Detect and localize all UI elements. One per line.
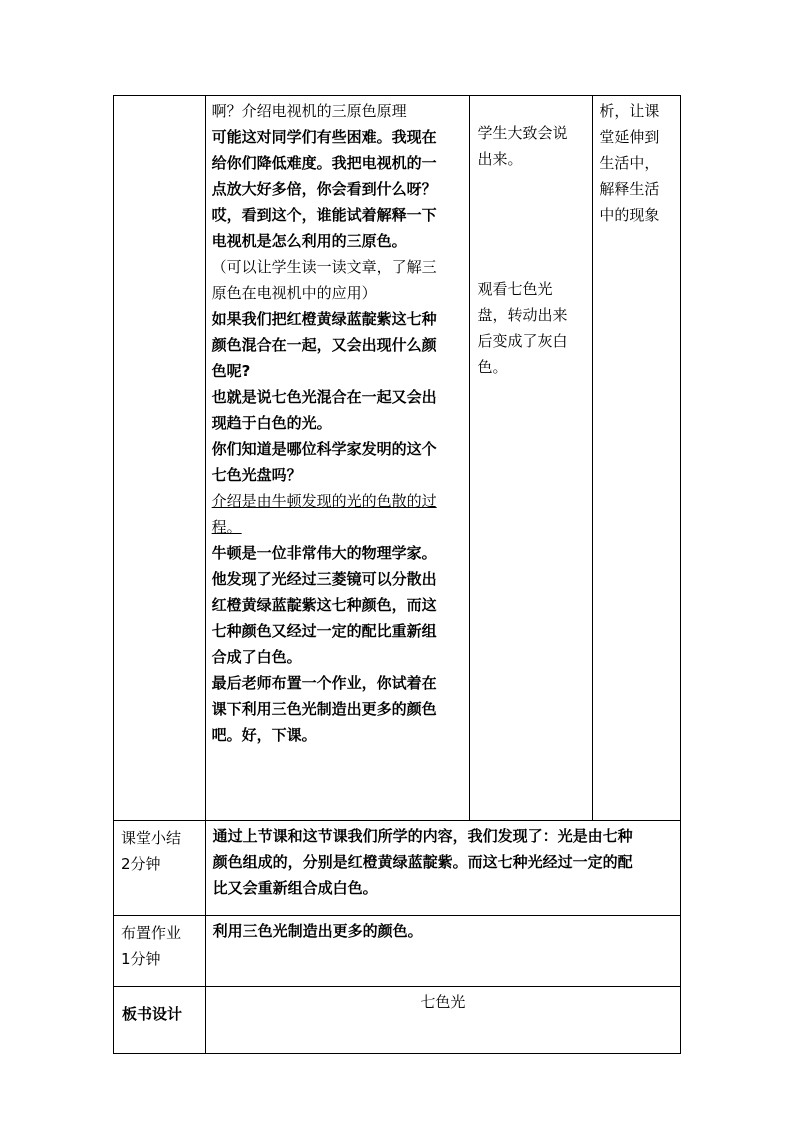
homework-label: 布置作业 xyxy=(121,924,182,942)
summary-duration: 2分钟 xyxy=(121,855,161,873)
teacher-line: 啊？介绍电视机的三原色原理 xyxy=(211,102,407,120)
teacher-line: 最后老师布置一个作业，你试着在 xyxy=(211,674,437,692)
teacher-line: 色呢? xyxy=(211,362,251,380)
lesson-plan-table xyxy=(113,95,681,1054)
intent-line: 中的现象 xyxy=(599,206,660,224)
student-line: 观看七色光 xyxy=(477,280,553,298)
intent-line: 解释生活 xyxy=(599,180,660,198)
student-line: 色。 xyxy=(477,358,508,376)
summary-line: 通过上节课和这节课我们所学的内容，我们发现了：光是由七种 xyxy=(212,827,633,845)
teaching-process-row xyxy=(114,96,681,821)
board-content-cell xyxy=(205,987,680,1054)
homework-label-cell xyxy=(114,916,206,987)
homework-text: 利用三色光制造出更多的颜色。 xyxy=(212,922,423,940)
summary-label: 课堂小结 xyxy=(121,829,182,847)
student-activity-cell xyxy=(469,96,593,821)
student-line: 学生大致会说 xyxy=(477,124,568,142)
teacher-line: 可能这对同学们有些困难。我现在 xyxy=(211,128,437,146)
homework-row xyxy=(114,916,681,987)
intent-line: 生活中， xyxy=(599,154,660,172)
summary-content-cell xyxy=(205,821,680,916)
homework-content-cell xyxy=(205,916,680,987)
board-text: 七色光 xyxy=(420,993,466,1011)
teacher-line: 课下利用三色光制造出更多的颜色 xyxy=(211,700,437,718)
student-line: 后变成了灰白 xyxy=(477,332,568,350)
teacher-line: 原色在电视机中的应用） xyxy=(211,284,377,302)
summary-line: 颜色组成的，分别是红橙黄绿蓝靛紫。而这七种光经过一定的配 xyxy=(212,853,633,871)
teacher-line: 他发现了光经过三菱镜可以分散出 xyxy=(211,570,437,588)
teacher-activity-cell xyxy=(205,96,469,821)
board-design-row xyxy=(114,987,681,1054)
design-intent-cell xyxy=(593,96,681,821)
teacher-line: 七种颜色又经过一定的配比重新组 xyxy=(211,622,437,640)
intent-line: 析，让课 xyxy=(599,102,660,120)
teacher-line: 牛顿是一位非常伟大的物理学家。 xyxy=(211,544,437,562)
teacher-line: 哎，看到这个，谁能试着解释一下 xyxy=(211,206,437,224)
intent-line: 堂延伸到 xyxy=(599,128,660,146)
teacher-line: 吧。好，下课。 xyxy=(211,726,317,744)
board-label: 板书设计 xyxy=(122,1005,183,1023)
teacher-line: 介绍是由牛顿发现的光的色散的过 xyxy=(211,492,437,510)
board-label-cell xyxy=(114,987,206,1054)
teacher-line: 红橙黄绿蓝靛紫这七种颜色，而这 xyxy=(211,596,437,614)
teacher-line: 你们知道是哪位科学家发明的这个 xyxy=(211,440,437,458)
summary-line: 比又会重新组合成白色。 xyxy=(212,879,378,897)
teacher-line: 七色光盘吗？ xyxy=(211,466,302,484)
student-line: 出来。 xyxy=(477,150,523,168)
summary-label-cell xyxy=(114,821,206,916)
teacher-line: （可以让学生读一读文章，了解三 xyxy=(211,258,437,276)
student-line: 盘，转动出来 xyxy=(477,306,568,324)
teacher-line: 合成了白色。 xyxy=(211,648,302,666)
teacher-line: 给你们降低难度。我把电视机的一 xyxy=(211,154,437,172)
summary-row xyxy=(114,821,681,916)
spacer xyxy=(478,172,587,276)
teacher-line: 现趋于白色的光。 xyxy=(211,414,332,432)
homework-duration: 1分钟 xyxy=(121,950,161,968)
teacher-line: 也就是说七色光混合在一起又会出 xyxy=(211,388,437,406)
stage-cell-empty xyxy=(114,96,206,821)
teacher-line: 电视机是怎么利用的三原色。 xyxy=(211,232,407,250)
teacher-line: 如果我们把红橙黄绿蓝靛紫这七种 xyxy=(211,310,437,328)
teacher-line: 颜色混合在一起，又会出现什么颜 xyxy=(211,336,437,354)
teacher-line: 程。 xyxy=(211,518,242,536)
teacher-line: 点放大好多倍，你会看到什么呀？ xyxy=(211,180,437,198)
